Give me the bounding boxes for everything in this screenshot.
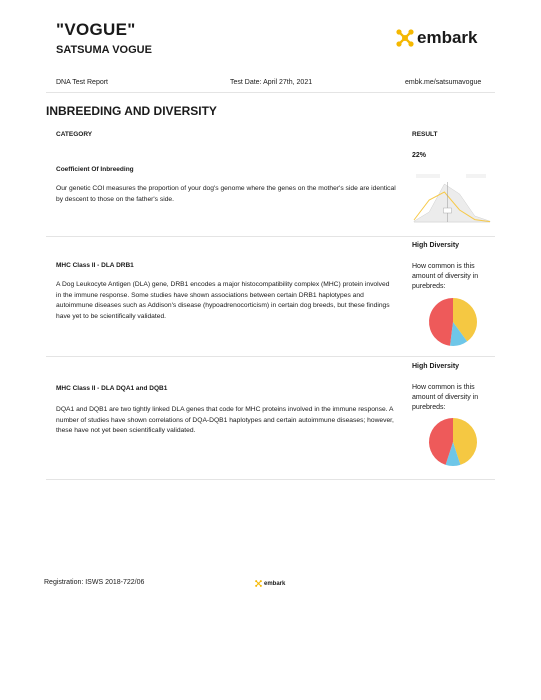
- embark-logo: [396, 28, 477, 48]
- legend-swatch-1: [416, 174, 440, 178]
- report-type: DNA Test Report: [56, 79, 109, 86]
- legend-swatch-2: [466, 174, 486, 178]
- header-divider: [46, 92, 495, 93]
- row-divider-3: [46, 479, 495, 480]
- section-title: INBREEDING AND DIVERSITY: [46, 104, 217, 118]
- dqa1-description: DQA1 and DQB1 are two tightly linked DLA genes that code for MHC proteins involved in the immune response. A number of studies have shown correlations of DQA-DQB1 haplotypes and certain autoimmune diseases; however, these have not yet been scientifically validated.: [56, 406, 394, 434]
- coi-marker-label: [443, 208, 451, 213]
- embark-logo-icon: [396, 29, 414, 47]
- coi-description: Our genetic COI measures the proportion of your dog's genome where the genes on the mother's side are identical by descent to those on the father's side.: [56, 185, 396, 203]
- drb1-title: MHC Class II - DLA DRB1: [56, 262, 134, 269]
- coi-title: Coefficient Of Inbreeding: [56, 166, 134, 173]
- footer-logo: [255, 580, 285, 587]
- dqa1-pie-slices: [429, 418, 477, 466]
- dqa1-pie-chart: [418, 414, 488, 470]
- dog-call-name: "VOGUE": [56, 20, 136, 39]
- dqa1-question: How common is this amount of diversity in purebreds:: [412, 384, 479, 411]
- footer-logo-icon: [255, 580, 262, 587]
- drb1-description: A Dog Leukocyte Antigen (DLA) gene, DRB1 encodes a major histocompatibility complex (MHC) protein involved in the immune response. Some studies have shown associations between certain DRB1 haplotypes and autoimmune diseases such as Addison's disease (hypoadrenocorticism) in certain dog breeds, but these findings have yet to be scientifically validated.: [56, 281, 390, 320]
- coi-series-1-area: [414, 184, 490, 222]
- profile-url[interactable]: embk.me/satsumavogue: [405, 79, 482, 86]
- footer-wordmark: embark: [264, 580, 286, 587]
- registration-number: Registration: ISWS 2018-722/06: [44, 579, 145, 586]
- drb1-pie-slice-2: [429, 298, 453, 346]
- coi-distribution-chart: [410, 170, 494, 228]
- column-header-category: CATEGORY: [56, 131, 93, 138]
- dqa1-result: High Diversity: [412, 363, 460, 370]
- dqa1-title: MHC Class II - DLA DQA1 and DQB1: [56, 385, 168, 392]
- drb1-question: How common is this amount of diversity in purebreds:: [412, 263, 479, 290]
- coi-result: 22%: [412, 152, 427, 159]
- row-divider-2: [46, 356, 495, 357]
- drb1-pie-slices: [429, 298, 477, 346]
- drb1-result: High Diversity: [412, 242, 460, 249]
- row-divider-1: [46, 236, 495, 237]
- column-header-result: RESULT: [412, 131, 438, 138]
- dog-registered-name: SATSUMA VOGUE: [56, 44, 152, 56]
- test-date: Test Date: April 27th, 2021: [230, 79, 313, 86]
- drb1-pie-chart: [418, 294, 488, 350]
- logo-wordmark: embark: [417, 28, 478, 47]
